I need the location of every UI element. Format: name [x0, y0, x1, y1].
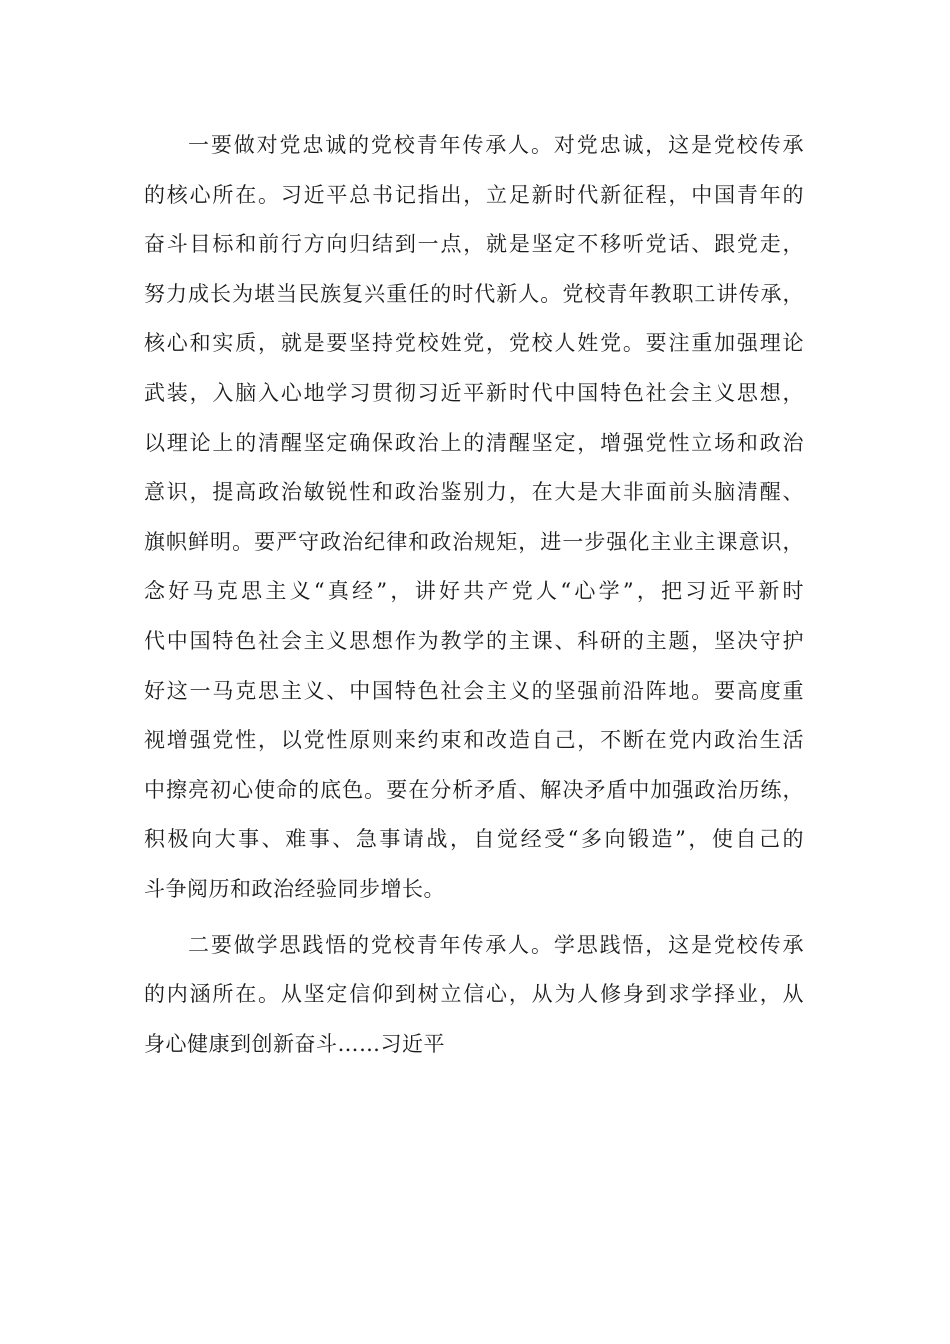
text-line: 代中国特色社会主义思想作为教学的主课、科研的主题，坚决守护	[144, 628, 804, 653]
text-line: 旗帜鲜明。要严守政治纪律和政治规矩，进一步强化主业主课意识，	[144, 529, 804, 554]
text-line: 奋斗目标和前行方向归结到一点，就是坚定不移听党话、跟党走，	[144, 232, 804, 257]
text-line: 的核心所在。习近平总书记指出，立足新时代新征程，中国青年的	[144, 182, 804, 207]
text-line: 念好马克思主义“真经”，讲好共产党人“心学”，把习近平新时	[144, 579, 804, 604]
text-line: 一要做对党忠诚的党校青年传承人。对党忠诚，这是党校传承	[188, 133, 804, 157]
text-line: 中擦亮初心使命的底色。要在分析矛盾、解决矛盾中加强政治历练，	[144, 777, 804, 802]
paragraph-1	[144, 121, 804, 915]
text-line: 核心和实质，就是要坚持党校姓党，党校人姓党。要注重加强理论	[144, 331, 804, 356]
text-line: 的内涵所在。从坚定信仰到树立信心，从为人修身到求学择业，从	[144, 982, 804, 1007]
text-line: 武装，入脑入心地学习贯彻习近平新时代中国特色社会主义思想，	[144, 380, 804, 405]
text-line: 视增强党性，以党性原则来约束和改造自己，不断在党内政治生活	[144, 728, 804, 753]
document-body	[144, 121, 804, 1069]
text-line: 身心健康到创新奋斗……习近平	[144, 1031, 445, 1056]
text-line: 好这一马克思主义、中国特色社会主义的坚强前沿阵地。要高度重	[144, 678, 804, 703]
paragraph-2	[144, 921, 804, 1070]
text-line: 以理论上的清醒坚定确保政治上的清醒坚定，增强党性立场和政治	[144, 430, 804, 455]
text-line: 努力成长为堪当民族复兴重任的时代新人。党校青年教职工讲传承，	[144, 281, 804, 306]
text-line: 意识，提高政治敏锐性和政治鉴别力，在大是大非面前头脑清醒、	[144, 480, 804, 505]
text-line: 积极向大事、难事、急事请战，自觉经受“多向锻造”，使自己的	[144, 827, 804, 852]
text-line: 斗争阅历和政治经验同步增长。	[144, 876, 445, 901]
text-line: 二要做学思践悟的党校青年传承人。学思践悟，这是党校传承	[188, 932, 804, 957]
